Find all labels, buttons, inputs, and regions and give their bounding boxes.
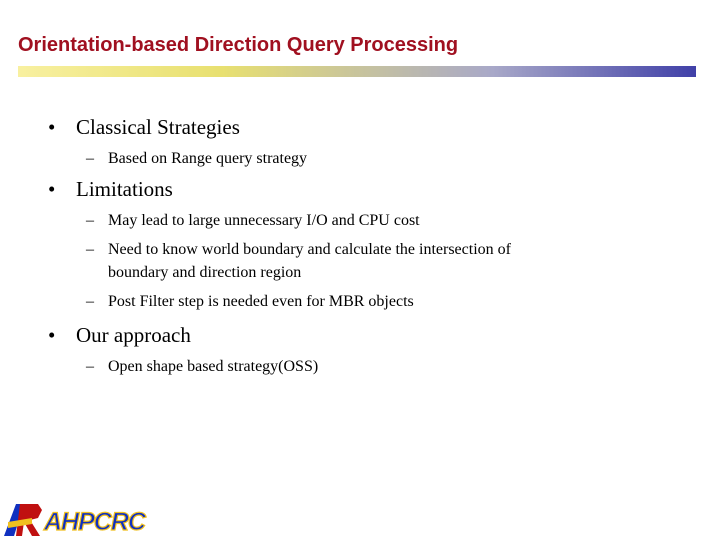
bullet-classical-strategies [48,115,240,139]
sub-text-continuation: boundary and direction region [108,264,302,281]
bullet-dot: • [48,115,56,139]
bullet-text: Limitations [76,177,173,201]
bullet-our-approach [48,323,191,347]
logo-text: AHPCRC [44,508,145,536]
bullet-text: Classical Strategies [76,115,240,139]
sub-dash: – [86,150,94,167]
bullet-dot: • [48,177,56,201]
sub-bullet-world-boundary [86,238,511,284]
sub-bullet-io-cpu-cost [86,209,420,232]
slide-title: Orientation-based Direction Query Processing [18,34,459,56]
sub-dash: – [86,293,94,310]
sub-bullet-range-query [86,147,307,170]
sub-text: Open shape based strategy(OSS) [108,358,319,375]
sub-dash: – [86,358,94,375]
sub-text: Post Filter step is needed even for MBR objects [108,293,414,310]
bullet-limitations [48,177,173,201]
bullet-text: Our approach [76,323,191,347]
sub-text: Need to know world boundary and calculate the intersection of [108,241,511,258]
ahpcrc-logo [2,500,158,538]
sub-text: May lead to large unnecessary I/O and CPU cost [108,212,420,229]
sub-dash: – [86,212,94,229]
bullet-dot: • [48,323,56,347]
sub-bullet-post-filter [86,290,414,313]
sub-bullet-oss [86,355,318,378]
sub-dash: – [86,241,94,258]
sub-text: Based on Range query strategy [108,150,308,167]
